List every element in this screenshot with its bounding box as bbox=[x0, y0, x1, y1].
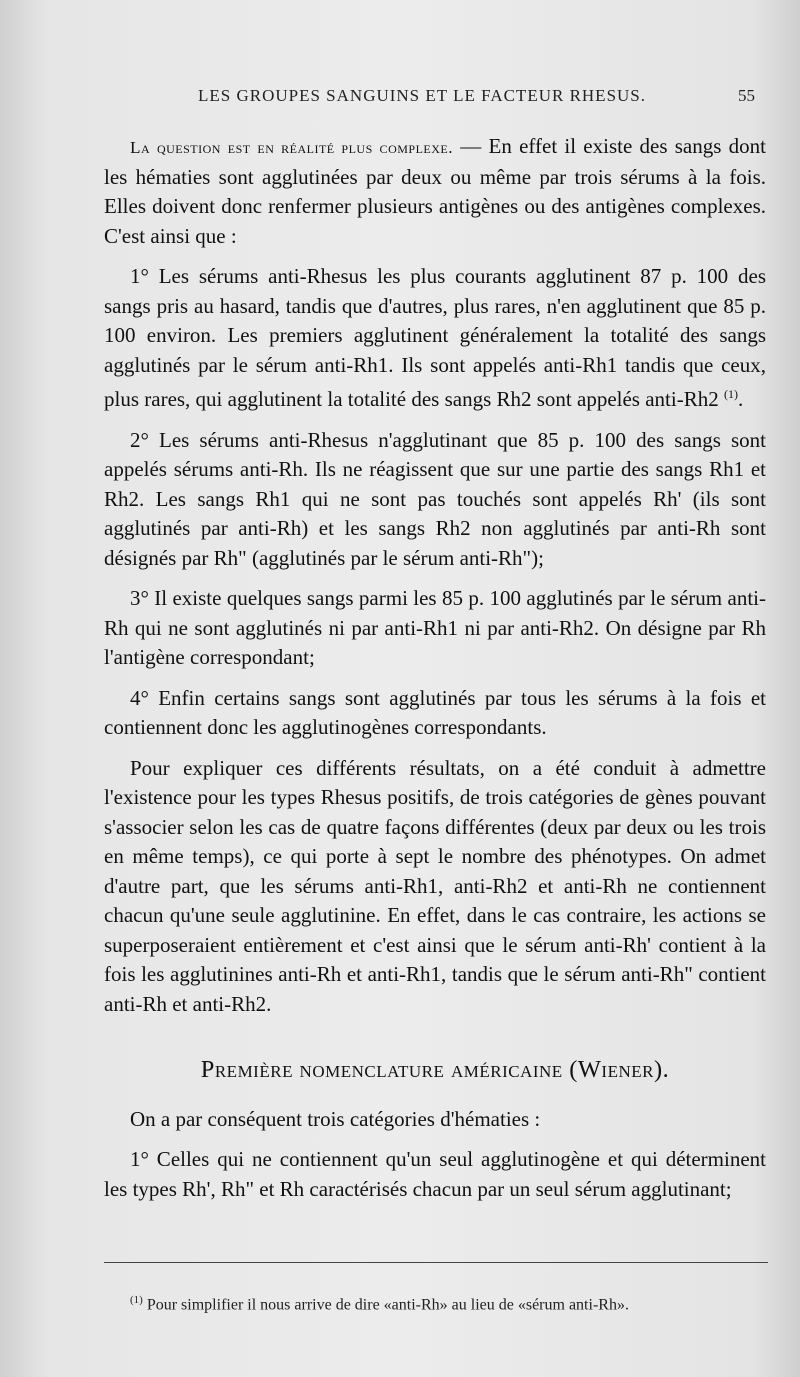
section-title: Première nomenclature américaine (Wiener). bbox=[200, 1056, 670, 1083]
footnote-divider bbox=[104, 1262, 768, 1263]
paragraph-text: 1° Les sérums anti-Rhesus les plus courants agglutinent 87 p. 100 des sangs pris au hasard, tandis que d'autres, plus rares, n'en agglutinent que 85 p. 100 environ. Les premiers agglutinent généralement la totalité des sangs agglutinés par le sérum anti-Rh1. Ils sont appelés anti-Rh1 tandis que ceux, plus rares, qui agglutinent la totalité des sangs Rh2 sont appelés anti-Rh2 bbox=[104, 264, 766, 411]
paragraph-item-3: 3° Il existe quelques sangs parmi les 85 p. 100 agglutinés par le sérum anti-Rh qui ne sont agglutinés ni par anti-Rh1 ni par anti-Rh2. On désigne par Rh l'antigène correspondant; bbox=[104, 586, 766, 669]
paragraph-text: — En effet il existe des sangs dont les hématies sont agglutinées par deux ou même par trois sérums à la fois. Elles doivent donc renfermer plusieurs antigènes ou des antigènes complexes. C'est ainsi que : bbox=[104, 134, 766, 248]
footnote-text: Pour simplifier il nous arrive de dire «anti-Rh» au lieu de «sérum anti-Rh». bbox=[142, 1296, 629, 1314]
paragraph-lead-in: La question est en réalité plus complexe. bbox=[130, 138, 454, 157]
paragraph-item-1 bbox=[104, 262, 766, 415]
paragraph-categories: On a par conséquent trois catégories d'hématies : bbox=[130, 1106, 541, 1131]
footnote-reference: (1) bbox=[723, 387, 738, 401]
section-heading bbox=[104, 1055, 766, 1087]
footnote bbox=[130, 1294, 770, 1314]
paragraph-item-2: 2° Les sérums anti-Rhesus n'agglutinant que 85 p. 100 des sangs sont appelés sérums anti-Rh. Ils ne réagissent que sur une partie des sangs Rh1 et Rh2. Les sangs Rh1 qui ne sont pas touchés sont appelés Rh' (ils sont agglutinés par anti-Rh) et les sangs Rh2 non agglutinés par anti-Rh sont désignés par Rh" (agglutinés par le sérum anti-Rh"); bbox=[104, 427, 766, 570]
page-header bbox=[0, 86, 800, 116]
paragraph-category-1: 1° Celles qui ne contiennent qu'un seul agglutinogène et qui déterminent les types Rh', Rh" et Rh caractérisés chacun par un seul sérum agglutinant; bbox=[104, 1147, 766, 1201]
page-number: 55 bbox=[738, 86, 755, 105]
running-title: LES GROUPES SANGUINS ET LE FACTEUR RHESUS. bbox=[198, 86, 646, 105]
main-text bbox=[104, 132, 766, 1215]
paragraph-intro bbox=[104, 132, 766, 251]
paragraph-item-4: 4° Enfin certains sangs sont agglutinés par tous les sérums à la fois et contiennent donc les agglutinogènes correspondants. bbox=[104, 685, 766, 739]
paragraph-explanation: Pour expliquer ces différents résultats, on a été conduit à admettre l'existence pour les types Rhesus positifs, de trois catégories de gènes pouvant s'associer selon les cas de quatre façons différentes (deux par deux ou les trois en même temps), ce qui porte à sept le nombre des phénotypes. On admet d'autre part, que les sérums anti-Rh1, anti-Rh2 et anti-Rh ne contiennent chacun qu'une seule agglutinine. En effet, dans le cas contraire, les actions se superposeraient entièrement et c'est ainsi que le sérum anti-Rh' contient à la fois les agglutinines anti-Rh et anti-Rh1, tandis que le sérum anti-Rh" contient anti-Rh et anti-Rh2. bbox=[104, 755, 766, 1016]
paragraph-end: . bbox=[737, 387, 744, 411]
footnote-marker: (1) bbox=[130, 1294, 143, 1306]
